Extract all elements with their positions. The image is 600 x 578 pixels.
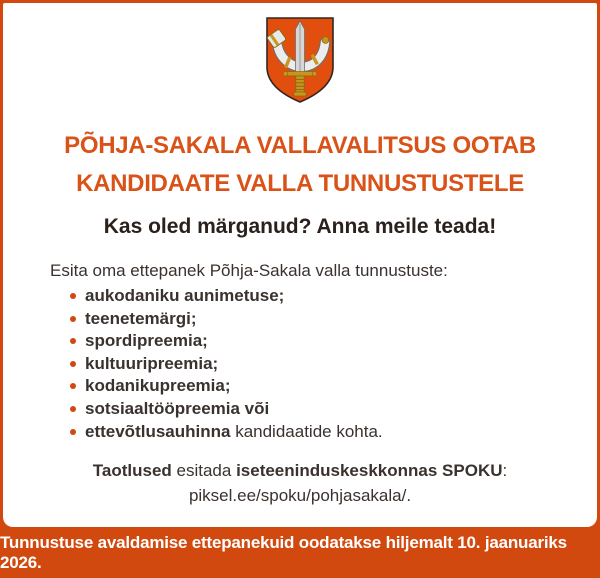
list-item: ettevõtlusauhinna kandidaatide kohta. — [70, 421, 597, 444]
intro-text: Esita oma ettepanek Põhja-Sakala valla tunnustuste: — [50, 261, 448, 280]
application-instruction: Taotlused esitada iseteeninduskeskkonnas SPOKU: — [92, 461, 508, 481]
award-list — [3, 285, 597, 443]
list-item — [70, 308, 597, 331]
list-item — [70, 285, 597, 308]
award-name: spordipreemia; — [85, 331, 208, 351]
application-url: piksel.ee/spoku/pohjasakala/. — [188, 486, 412, 506]
bullet-icon — [70, 429, 76, 435]
bullet-icon — [70, 361, 76, 367]
coat-of-arms — [264, 15, 336, 105]
list-item — [70, 375, 597, 398]
bullet-icon — [70, 383, 76, 389]
award-name: kodanikupreemia; — [85, 376, 231, 396]
application-info — [3, 458, 597, 508]
deadline-banner — [0, 527, 600, 578]
deadline-text: Tunnustuse avaldamise ettepanekuid oodatakse hiljemalt 10. jaanuariks 2026. — [0, 532, 567, 572]
award-name: ettevõtlusauhinna — [85, 421, 231, 441]
bullet-icon — [70, 293, 76, 299]
award-name: teenetemärgi; — [85, 308, 197, 328]
award-name: sotsiaaltööpreemia või — [85, 398, 270, 418]
title-line-1: PÕHJA-SAKALA VALLAVALITSUS OOTAB — [64, 132, 536, 159]
coat-of-arms-icon — [264, 15, 336, 105]
title-line-2: KANDIDAATE VALLA TUNNUSTUSTELE — [76, 170, 524, 197]
bullet-icon — [70, 316, 76, 322]
award-name: aukodaniku aunimetuse; — [85, 286, 285, 305]
list-item — [70, 353, 597, 376]
bullet-icon — [70, 406, 76, 412]
list-item — [70, 398, 597, 421]
announcement-card — [3, 3, 597, 527]
list-item — [70, 330, 597, 353]
award-name: kultuuripreemia; — [85, 353, 219, 373]
bullet-icon — [70, 338, 76, 344]
page-title — [13, 127, 587, 203]
subtitle: Kas oled märganud? Anna meile teada! — [103, 215, 497, 238]
